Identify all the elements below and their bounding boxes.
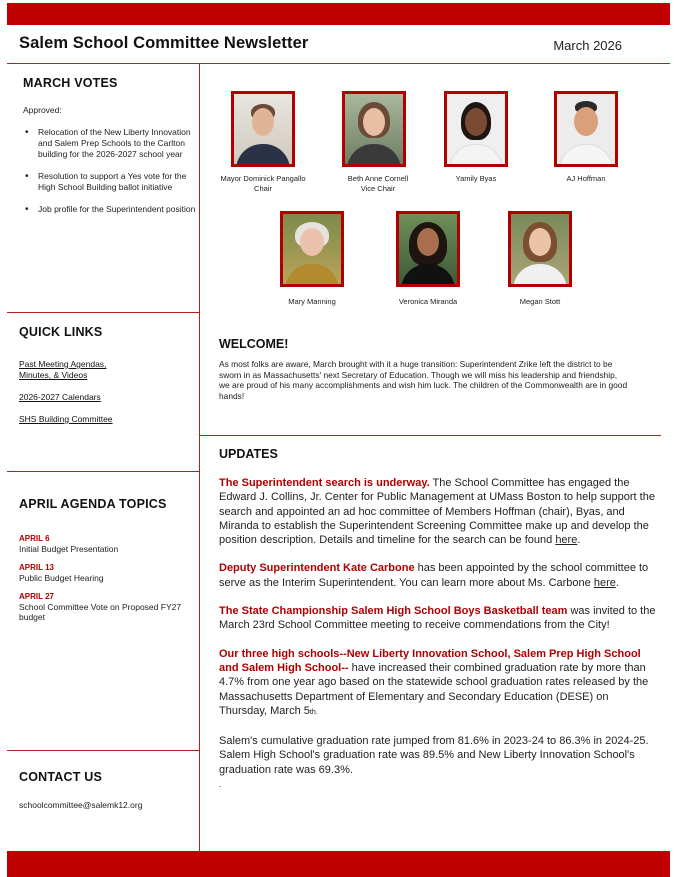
member-name: Yamily Byas (455, 174, 497, 183)
member-name: Mary Manning (288, 297, 336, 306)
carbone-info-link[interactable]: here (593, 576, 616, 589)
member-photo (444, 91, 508, 167)
update-item (219, 604, 657, 633)
top-accent-bar (7, 3, 670, 25)
agenda-topic: Public Budget Hearing (19, 573, 104, 583)
contact-heading: CONTACT US (19, 770, 103, 784)
march-votes-heading: MARCH VOTES (23, 76, 118, 90)
welcome-text: As most folks are aware, March brought with it a huge transition: Superintendent Zrike left the district to be sworn in as Massachusetts' next Secretary of Education. Though we will miss his leadership and friendship, we are proud of his many accomplishments and wish him luck. The children of the Commonwealth are in good hands! (219, 359, 628, 401)
update-item: The Superintendent search is underway. The School Committee has engaged the Edward J. Collins, Jr. Center for Public Management at UMass Boston to help support the search and appointed an ad hoc committee of Members Hoffman (chair), Byas, and Miranda to establish the Superintendent Screening Committee make up and develop the position description. Details and timeline for the search can be found here. (219, 477, 655, 547)
quick-links-heading: QUICK LINKS (19, 325, 103, 339)
agenda-date: APRIL 13 (19, 563, 54, 572)
update-highlight: Our three high schools--New Liberty Innovation School, Salem Prep High School and Salem High School-- (219, 647, 641, 674)
updates-list (219, 476, 657, 789)
member-name: Beth Anne Cornell Vice Chair (347, 174, 409, 193)
link-calendars[interactable]: 2026-2027 Calendars (19, 392, 101, 402)
link-text: Minutes, & Videos (19, 370, 88, 380)
link-shs-building-committee[interactable]: SHS Building Committee (19, 414, 113, 424)
agenda-date: APRIL 27 (19, 592, 54, 601)
update-highlight: The Superintendent search is underway. (219, 477, 430, 489)
member-name: Megan Stott (519, 297, 561, 306)
issue-date: March 2026 (553, 38, 622, 53)
member-photo (280, 211, 344, 287)
agenda-item (19, 534, 197, 554)
approved-label: Approved: (23, 105, 62, 115)
member-photo (342, 91, 406, 167)
welcome-heading: WELCOME! (219, 337, 289, 351)
update-text: have increased their combined graduation rate by more than 4.7% from one year ago based on the statewide school graduation rates released by the Massachusetts Department of Elementary and Secondary Education (DESE) on Thursday, March 5 (219, 661, 649, 717)
member-photo (554, 91, 618, 167)
newsletter-header (7, 25, 670, 64)
update-item: Our three high schools--New Liberty Innovation School, Salem Prep High School and Salem High School-- have increased their combined graduation rate by more than 4.7% from one year ago based on the statewide school graduation rates released by the Massachusetts Department of Elementary and Secondary Education (DESE) on Thursday, March 5th. (219, 647, 649, 717)
agenda-item (19, 563, 197, 583)
update-item (219, 734, 657, 777)
update-text: Salem's cumulative graduation rate jumped from 81.6% in 2023-24 to 86.3% in 2024-25. Salem High School's graduation rate was 89.5% and New Liberty Innovation School's graduation rate was 69.3%. (219, 735, 649, 776)
vote-item: • Resolution to support a Yes vote for the High School Building ballot initiative (25, 171, 197, 193)
update-text: was invited to the March 23rd School Committee meeting to receive commendations from the City! (219, 605, 656, 632)
quick-links-list (19, 359, 194, 436)
trailing-mark: . (219, 779, 222, 790)
section-divider (200, 435, 661, 436)
update-highlight: The State Championship Salem High School Boys Basketball team (219, 605, 568, 618)
agenda-item (19, 592, 197, 622)
sidebar-divider (7, 312, 200, 313)
agenda-topic: School Committee Vote on Proposed FY27 budget (19, 602, 182, 622)
contact-email-link[interactable]: schoolcommittee@salemk12.org (19, 800, 143, 810)
sidebar-divider (7, 471, 200, 472)
agenda-date: APRIL 6 (19, 534, 50, 543)
agenda-list (19, 534, 197, 631)
main-content (200, 64, 670, 851)
update-item: Deputy Superintendent Kate Carbone has been appointed by the school committee to serve as the Interim Superintendent. You can learn more about Ms. Carbone here. (219, 562, 649, 589)
member-name: Veronica Miranda (398, 297, 458, 306)
agenda-topic: Initial Budget Presentation (19, 544, 119, 554)
link-past-meetings[interactable] (19, 359, 194, 381)
vote-item: • Job profile for the Superintendent position (25, 204, 197, 215)
votes-list (25, 127, 197, 226)
member-name: AJ Hoffman (566, 174, 606, 183)
bottom-accent-bar (7, 851, 670, 877)
member-photo (396, 211, 460, 287)
link-text: Past Meeting Agendas, (19, 359, 107, 369)
page-title: Salem School Committee Newsletter (19, 34, 309, 52)
member-photo (508, 211, 572, 287)
update-highlight: Deputy Superintendent Kate Carbone (219, 562, 415, 575)
member-photo (231, 91, 295, 167)
search-details-link[interactable]: here (555, 534, 578, 547)
update-text: has been appointed by the school committee to serve as the Interim Superintendent. You can learn more about Ms. Carbone (219, 562, 649, 589)
april-agenda-heading: APRIL AGENDA TOPICS (19, 497, 167, 511)
vote-item: • Relocation of the New Liberty Innovation and Salem Prep Schools to the Carlton building for the 2026-2027 school year (25, 127, 197, 160)
member-name: Mayor Dominick Pangallo Chair (220, 174, 306, 193)
sidebar-divider (7, 750, 200, 751)
update-text: The School Committee has engaged the Edward J. Collins, Jr. Center for Public Management at UMass Boston to help support the search and appointed an ad hoc committee of Members Hoffman (chair), Byas, and Miranda to establish the Superintendent Screening Committee make up and develop the position description. Details and timeline for the search can be found (219, 477, 655, 547)
sidebar (7, 64, 200, 851)
updates-heading: UPDATES (219, 447, 278, 461)
